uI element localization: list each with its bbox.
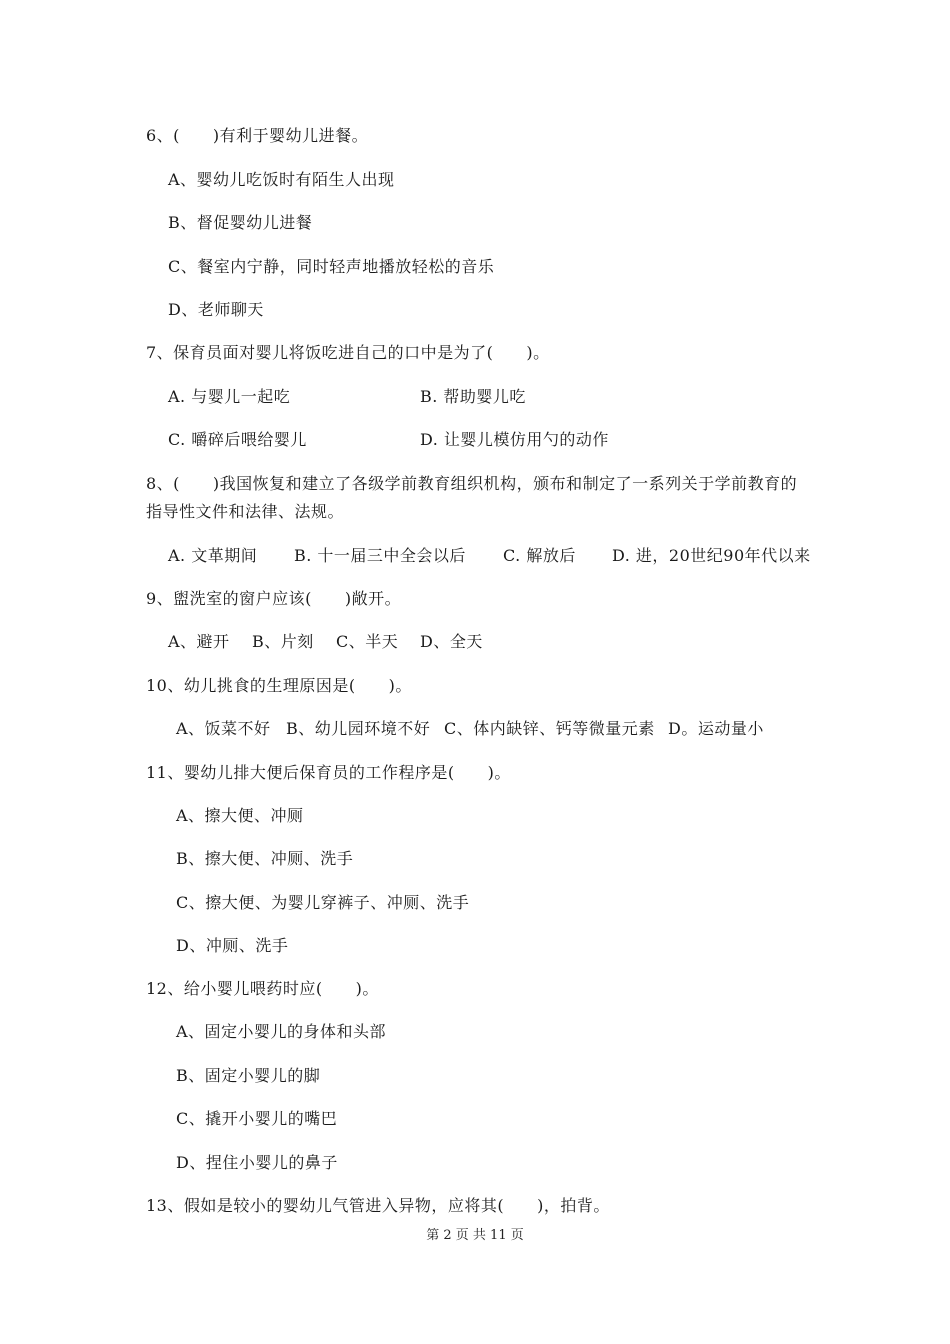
question-7-stem: 7、保育员面对婴儿将饭吃进自己的口中是为了( )。 — [146, 343, 550, 362]
question-12-option-d: D、捏住小婴儿的鼻子 — [176, 1153, 338, 1172]
question-12-option-b: B、固定小婴儿的脚 — [176, 1066, 321, 1085]
question-11-option-d: D、冲厕、洗手 — [176, 936, 289, 955]
question-8-option-d: D. 进，20世纪90年代以来 — [612, 546, 811, 565]
question-9-option-a: A、避开 — [168, 632, 230, 651]
question-10-option-b: B、幼儿园环境不好 — [286, 719, 431, 738]
question-10-option-d: D。运动量小 — [668, 719, 764, 738]
question-13-stem: 13、假如是较小的婴幼儿气管进入异物，应将其( )，拍背。 — [146, 1196, 610, 1215]
question-6-option-b: B、督促婴幼儿进餐 — [168, 213, 313, 232]
question-7-option-c: C. 嚼碎后喂给婴儿 — [168, 430, 307, 449]
question-8-option-b: B. 十一届三中全会以后 — [294, 546, 466, 565]
question-7-option-b: B. 帮助婴儿吃 — [420, 387, 526, 406]
question-10-option-c: C、体内缺锌、钙等微量元素 — [444, 719, 655, 738]
question-7-option-a: A. 与婴儿一起吃 — [168, 387, 291, 406]
question-8-stem-line-1: 8、( )我国恢复和建立了各级学前教育组织机构，颁布和制定了一系列关于学前教育的 — [146, 474, 798, 493]
question-10-option-a: A、饭菜不好 — [176, 719, 271, 738]
question-9-option-d: D、全天 — [420, 632, 483, 651]
question-6-option-c: C、餐室内宁静，同时轻声地播放轻松的音乐 — [168, 257, 495, 276]
question-7-option-d: D. 让婴儿模仿用勺的动作 — [420, 430, 609, 449]
question-6-option-a: A、婴幼儿吃饭时有陌生人出现 — [168, 170, 395, 189]
question-12-option-a: A、固定小婴儿的身体和头部 — [176, 1022, 387, 1041]
question-8-option-c: C. 解放后 — [503, 546, 576, 565]
question-9-option-c: C、半天 — [336, 632, 399, 651]
question-9-option-b: B、片刻 — [252, 632, 314, 651]
question-8-stem-line-2: 指导性文件和法律、法规。 — [146, 502, 345, 521]
question-6-option-d: D、老师聊天 — [168, 300, 264, 319]
page-number-footer: 第 2 页 共 11 页 — [426, 1228, 524, 1243]
question-11-option-c: C、擦大便、为婴儿穿裤子、冲厕、洗手 — [176, 893, 470, 912]
question-8-option-a: A. 文革期间 — [168, 546, 258, 565]
question-6-stem: 6、( )有利于婴幼儿进餐。 — [146, 126, 369, 145]
question-11-option-a: A、擦大便、冲厕 — [176, 806, 304, 825]
question-12-stem: 12、给小婴儿喂药时应( )。 — [146, 979, 379, 998]
question-12-option-c: C、撬开小婴儿的嘴巴 — [176, 1109, 338, 1128]
question-11-option-b: B、擦大便、冲厕、洗手 — [176, 849, 354, 868]
question-11-stem: 11、婴幼儿排大便后保育员的工作程序是( )。 — [146, 763, 511, 782]
question-9-stem: 9、盥洗室的窗户应该( )敞开。 — [146, 589, 402, 608]
question-10-stem: 10、幼儿挑食的生理原因是( )。 — [146, 676, 412, 695]
